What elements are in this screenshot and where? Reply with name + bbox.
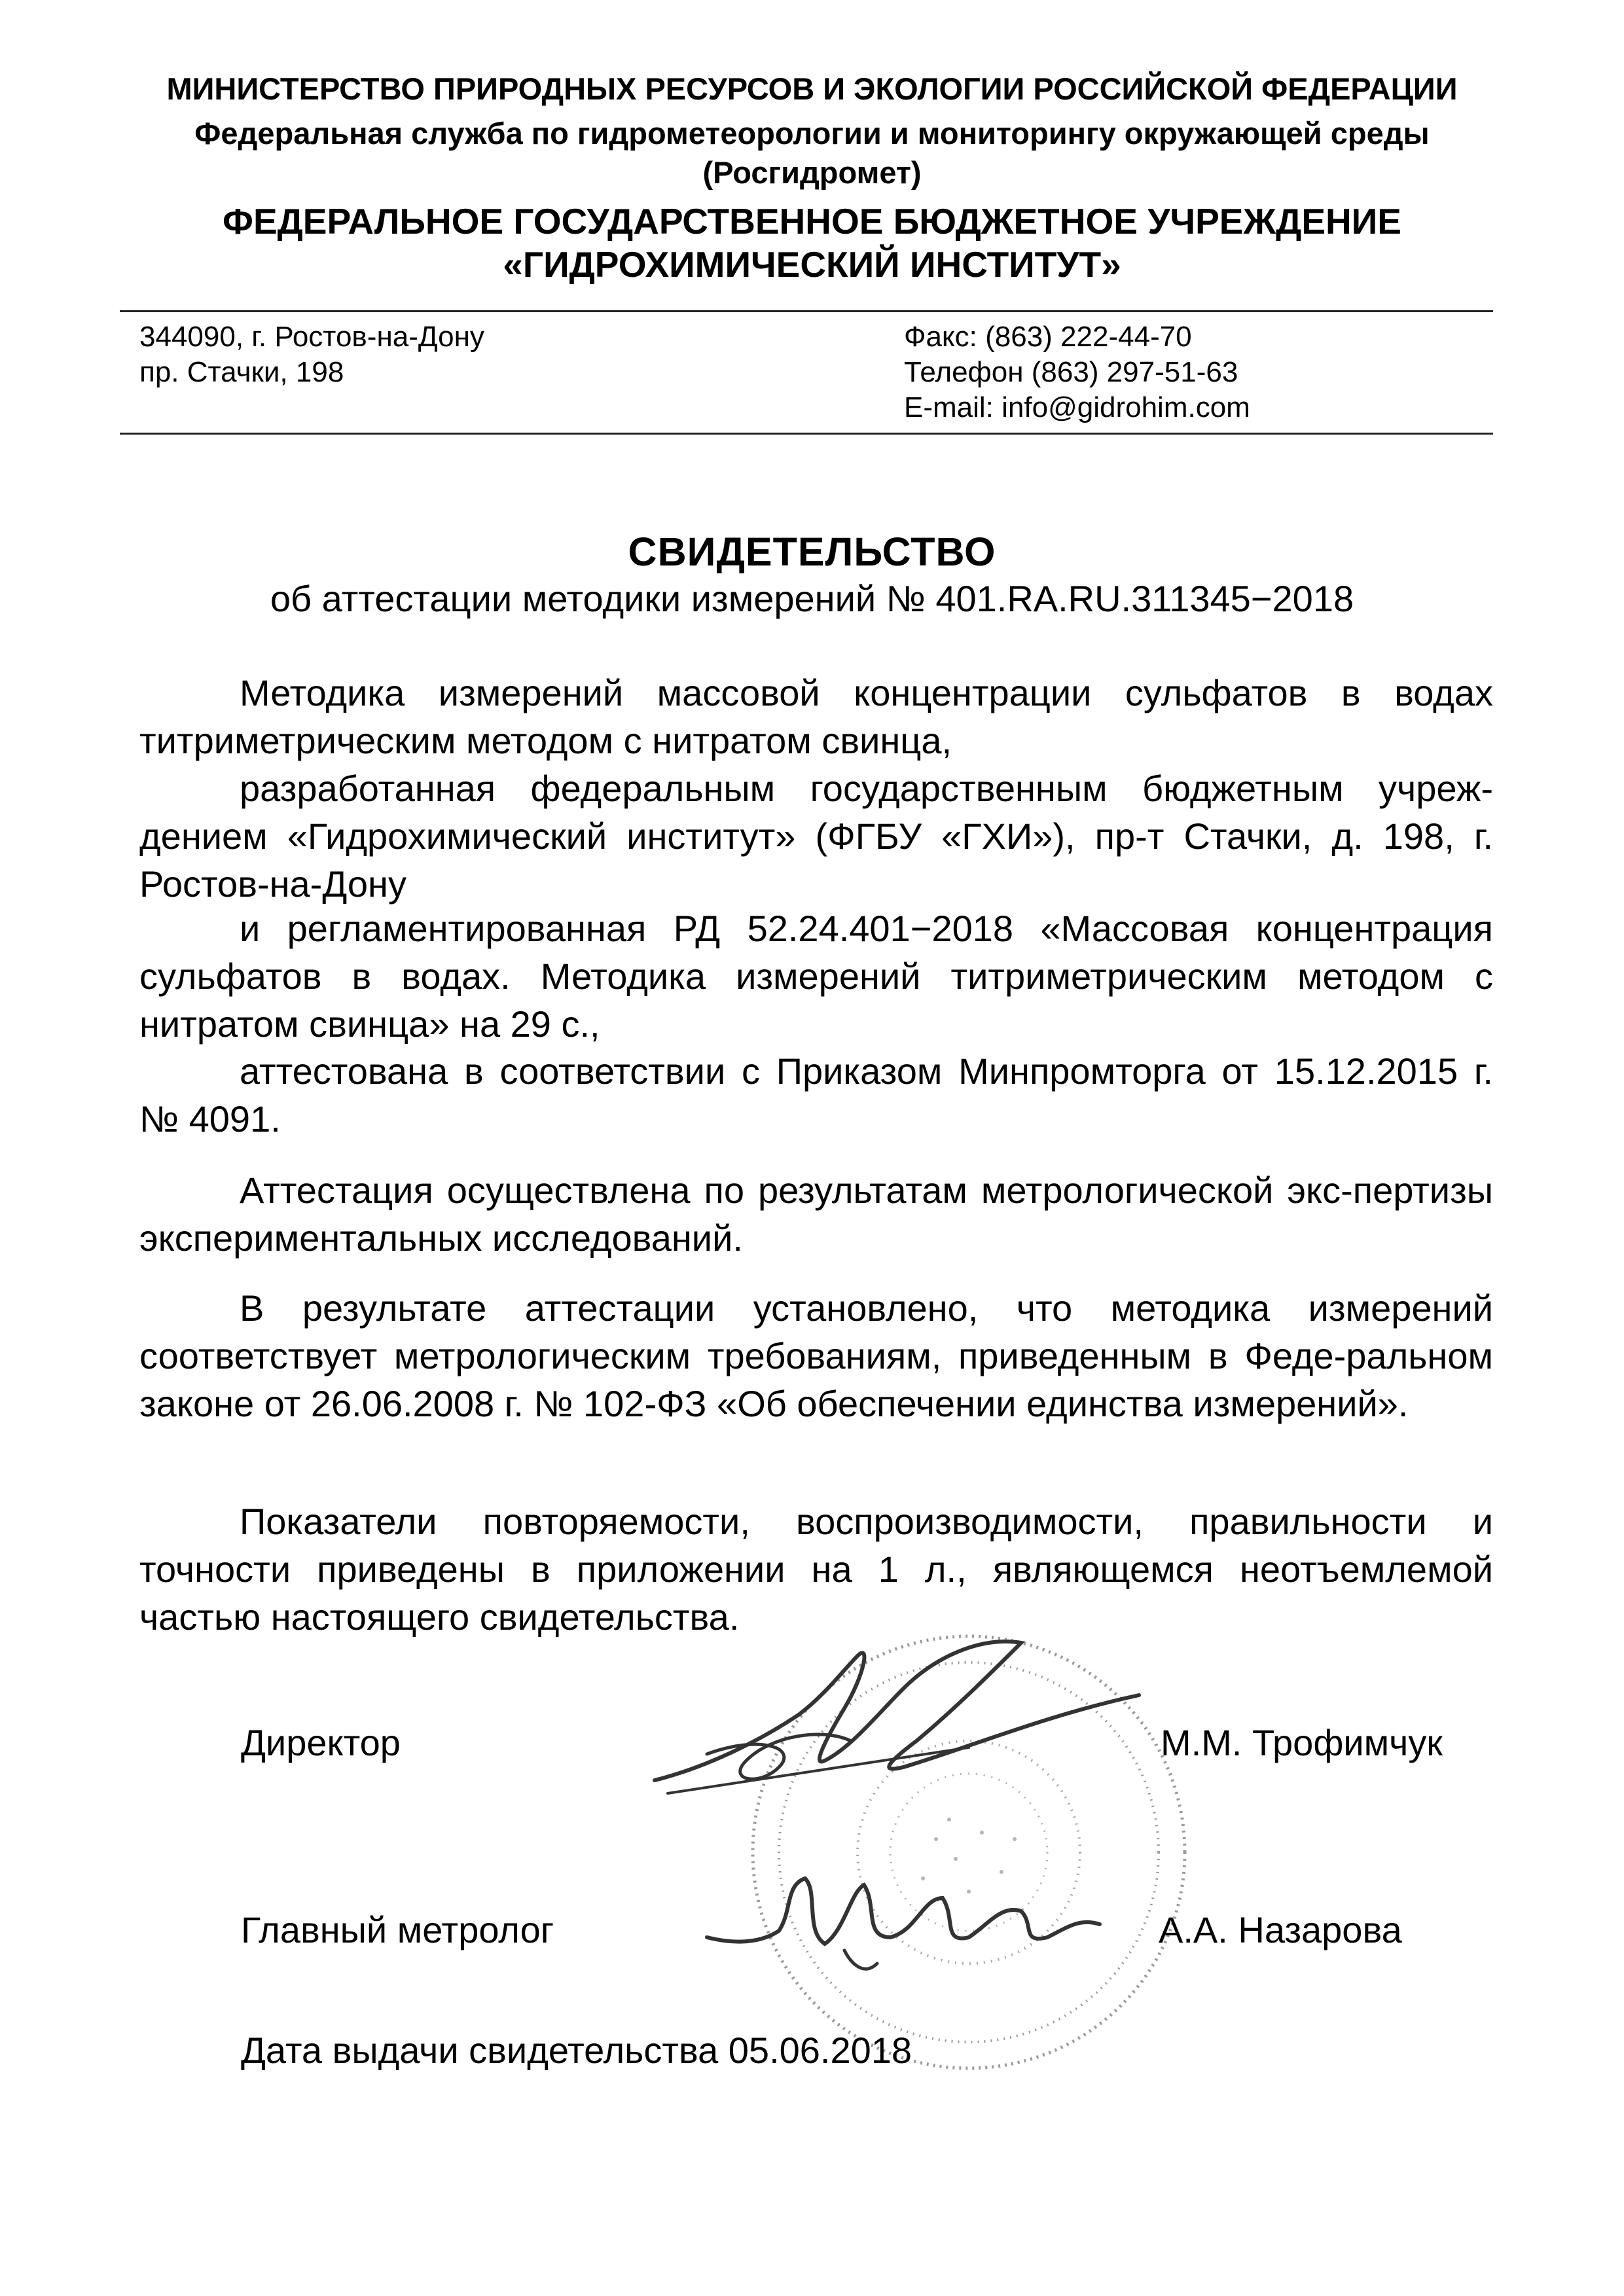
certificate-subtitle: об аттестации методики измерений № 401.RA.RU.311345−2018 — [270, 578, 1354, 619]
metrologist-signature — [694, 1852, 1165, 1983]
address-block — [139, 319, 484, 390]
director-signature — [628, 1617, 1165, 1813]
institution-type-heading: ФЕДЕРАЛЬНОЕ ГОСУДАРСТВЕННОЕ БЮДЖЕТНОЕ УЧРЕЖДЕНИЕ — [223, 201, 1401, 242]
header-divider-bottom — [120, 433, 1493, 435]
regulation-paragraph: и регламентированная РД 52.24.401−2018 «Массовая концентрация сульфатов в водах. Методика измерений титриметрическим методом с нитратом свинца» на 29 с., — [139, 908, 1493, 1045]
certification-paragraph: аттестована в соответствии с Приказом Минпромторга от 15.12.2015 г. № 4091. — [139, 1050, 1493, 1139]
ministry-heading: МИНИСТЕРСТВО ПРИРОДНЫХ РЕСУРСОВ И ЭКОЛОГИИ РОССИЙСКОЙ ФЕДЕРАЦИИ — [166, 71, 1458, 106]
result-paragraph: В результате аттестации установлено, что методика измерений соответствует метрологическим требованиям, приведенным в Феде-ральном законе от 26.06.2008 г. № 102-ФЗ «Об обеспечении единства измерений». — [139, 1287, 1493, 1424]
director-title: Директор — [241, 1722, 401, 1763]
address-street: пр. Стачки, 198 — [139, 356, 344, 388]
contact-block — [904, 319, 1250, 425]
developer-paragraph: разработанная федеральным государственным бюджетным учреж-дением «Гидрохимический институт» (ФГБУ «ГХИ»), пр-т Стачки, д. 198, г. Ростов-на-Дону — [139, 768, 1493, 905]
metrologist-name: А.А. Назарова — [1159, 1909, 1402, 1950]
service-heading: Федеральная служба по гидрометеорологии и мониторингу окружающей среды — [194, 116, 1430, 151]
metrologist-title: Главный метролог — [241, 1909, 554, 1950]
basis-paragraph: Аттестация осуществлена по результатам метрологической экс-пертизы экспериментальных исследований. — [139, 1170, 1493, 1259]
header-divider-top — [120, 310, 1493, 312]
email-address: E-mail: info@gidrohim.com — [904, 391, 1250, 423]
director-name: М.М. Трофимчук — [1161, 1722, 1443, 1763]
address-city: 344090, г. Ростов-на-Дону — [139, 321, 484, 353]
indicators-paragraph: Показатели повторяемости, воспроизводимости, правильности и точности приведены в приложении на 1 л., являющемся неотъемлемой частью настоящего свидетельства. — [139, 1501, 1493, 1638]
issue-date: Дата выдачи свидетельства 05.06.2018 — [241, 2030, 912, 2071]
service-abbreviation: (Росгидромет) — [702, 155, 922, 190]
phone-number: Телефон (863) 297-51-63 — [904, 356, 1238, 388]
institution-name-heading: «ГИДРОХИМИЧЕСКИЙ ИНСТИТУТ» — [503, 244, 1121, 285]
fax-number: Факс: (863) 222-44-70 — [904, 321, 1192, 353]
certificate-title: СВИДЕТЕЛЬСТВО — [628, 529, 996, 574]
method-paragraph: Методика измерений массовой концентрации сульфатов в водах титриметрическим методом с нитратом свинца, — [139, 672, 1493, 761]
